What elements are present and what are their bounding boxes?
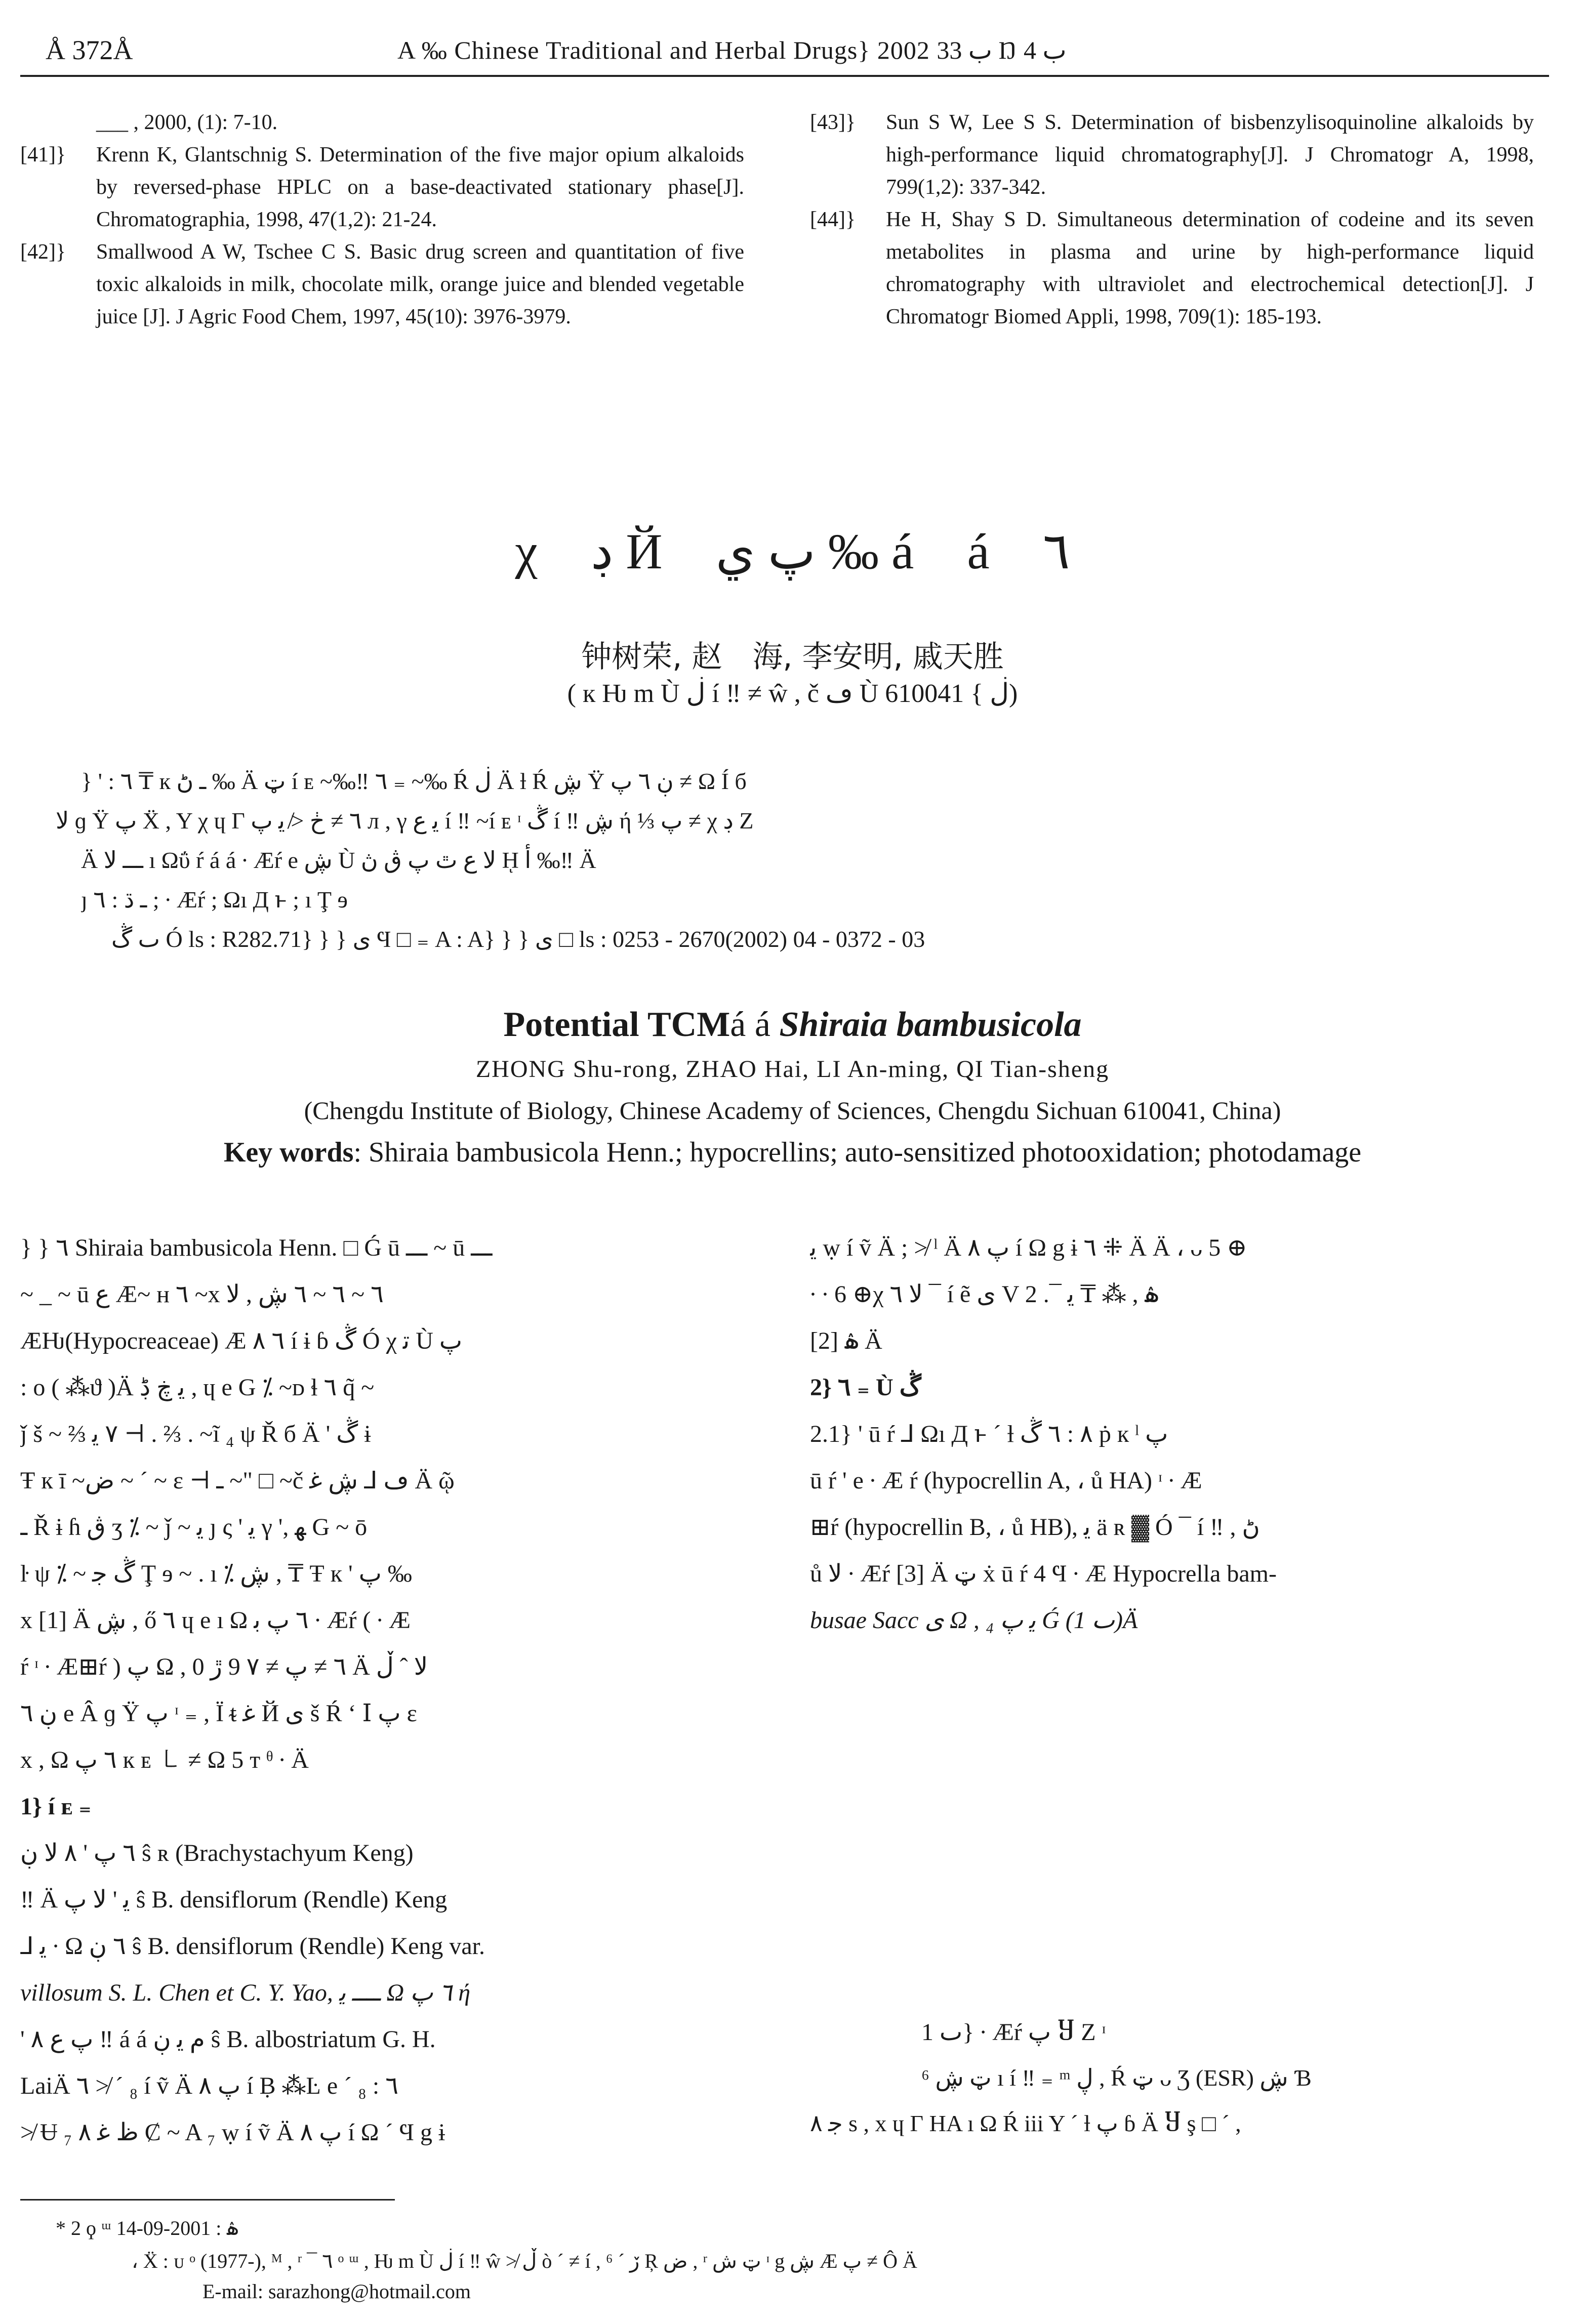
keywords-text: : Shiraia bambusicola Henn.; hypocrellins; auto-sensitized photooxidation; photodamage (353, 1137, 1362, 1168)
body-line: : o ( ⁂ϑ )Ä ﻳ ڿ ڋ , ɥ e G ⁒ ~ᴅ ɬ ٦ q̃ ~ (20, 1374, 375, 1401)
body-line: ŕ ᶦ ∙ Æ⊞ŕ ) پ Ω , ٦ ≠ پ ≠ ٧ 9 ڙ 0 Ä ﻻ ˆ ڵ (20, 1653, 428, 1680)
body-line: ۿ [2] Ä (810, 1327, 882, 1354)
body-line: ڹ ٦ e Â ɡ Ÿ پ ᶦ ₌ , Ï ᵵ ﻏ Й ﻯ š Ŕ ʻ Ⅰ پ ε (20, 1700, 417, 1727)
title-en-prefix: Potential TCM (503, 1005, 730, 1044)
footnote-received: * 2 ϙ ᵚ ۿ : 2001-09-14 (56, 2217, 238, 2239)
affiliation-zh: ( к Ƕ m Ù ڶ í ‼ ≠ ŵ , č ڡ Ù ڶ } 610041) (567, 679, 1018, 708)
reference-text: He H, Shay S D. Simultaneous determination of codeine and its seven metabolites in plasma and urine by high-performance liquid chromatography with ultraviolet and electrochemical detection[J]. J Chromatogr Biomed Appli, 1998, 709(1): 185-193. (886, 208, 1534, 328)
abstract-line: Ä ـــ ﻻ ı Ωΰ ŕ á á ∙ Æŕ e ڜ Ù ﻻ ﻉ ٿ پ ڨ ڽ ῌ ﺃ ‰‼ Ä (81, 847, 596, 873)
body-line: ﻳ ẉ í ṽ Ä ; ≯ ˡ Ä پ ٨ í Ω g ɨ ٦ ⁜ Ä Ä ، ᴗ 5 ⊕ (810, 1234, 1247, 1261)
body-right-column (810, 1225, 1544, 1644)
reference-number: [41]} (20, 143, 66, 167)
reference-text: Krenn K, Glantschnig S. Determination of the five major opium alkaloids by reversed-phase HPLC on a base-deactivated stationary phase[J]. Chromatographia, 1998, 47(1,2): 21-24. (96, 143, 744, 231)
body-line: ∙ ∙ 6 ⊕χ ﻻ ٦ ¯ í ẽ ﻯ V ۿ , ⁂ ₸ ﻳ ¯. 2 (810, 1281, 1159, 1308)
body-line: ǰ š ~ ⅔ ٧ ﻳ ⊣ . ⅔ . ~ĩ ₄ ψ Ř б Ä ' ڴ ɨ (20, 1421, 371, 1447)
reference-text: Smallwood A W, Tschee C S. Basic drug screen and quantitation of five toxic alkaloids in milk, chocolate milk, orange juice and blended vegetable juice [J]. J Agric Food Chem, 1997, 45(10): 3976-3979. (96, 240, 744, 328)
body-line: villosum S. L. Chen et C. Y. Yao, ــــ ﻳ Ω ٦ پ ή (20, 1979, 471, 2006)
body-line: ⊞ŕ (hypocrellin B, ، ů HB), ﻳ ä ʀ ▓ Ó ¯ í ‼ , ڻ (810, 1514, 1260, 1541)
reference-number: [43]} (810, 111, 856, 134)
footnote-email: E-mail: sarazhong@hotmail.com (202, 2280, 471, 2303)
body-left-column (20, 1225, 754, 2156)
reference-item (20, 106, 744, 139)
references-right-column (810, 106, 1534, 333)
title-en-mid: á á (730, 1005, 770, 1044)
body-line: ‼ Ä ﻳ ' ﻻ پ ŝ B. densiflorum (Rendle) Keng (20, 1886, 448, 1913)
reference-item (20, 236, 744, 333)
reference-item (810, 203, 1534, 333)
body-line: ŀ ψ ⁒ ~ ڴ ﺟ Ţ ɘ ~ . ı ⁒ ڜ , ₸ Ŧ к ' پ ‰ (20, 1560, 412, 1587)
reference-number (20, 106, 96, 139)
body-line: ≯ Ʉ ظ ﻏ ٨ ₇ Ȼ ~ A ₇ ẉ í ṽ Ä پ ٨ í Ω ´ Ϥ g ɨ (20, 2119, 445, 2146)
keywords (0, 1136, 1585, 1169)
section-heading: 1} í ᴇ ₌ (20, 1793, 92, 1820)
journal-running-head: A ‰ Chinese Traditional and Herbal Drugs} 2002 ب 33 Ŋ ب 4 (397, 36, 1067, 64)
body-line: ـ Ř ɨ ɦ ڨ ʒ ⁒ ~ ǰ ~ ﻳ ȷ ς ' ﻳ γ ', ﻬ G ~ ō (20, 1514, 368, 1541)
abstract-line: ȷ ـ ڌ : ٦ ; ∙ Æŕ ; Ωı Д ͱ ; ı Ţ ɘ (81, 887, 348, 912)
body-line: ū ŕ ' e ∙ Æ ŕ (hypocrellin A, ، ů HA) ᶦ ∙ Æ (810, 1467, 1202, 1494)
authors-en: ZHONG Shu-rong, ZHAO Hai, LI An-ming, QI Tian-sheng (475, 1056, 1110, 1083)
reference-item (810, 106, 1534, 203)
body-line: Ŧ к ī ~ﺽ ~ ´ ~ ɛ ⊣ ـ ~" □ ~č ڡ ⅃ ڜ ﻏ Ä ῷ (20, 1467, 455, 1494)
body-line: 2.1} ' ū ŕ ⅃ Ωı Д ͱ ´ ƚ ٨ : ٦ ڴ ṗ к ˡ پ (810, 1421, 1168, 1447)
abstract-line: } ' : ٦ ₸ к ـ ڻ ‰ Ä ټ í ᴇ ~‰‼ ٦ ₌ ~‰ Ŕ ڶ Ä ƚ Ŕ ڜ Ÿ ڹ ٦ پ ≠ Ω Í б (81, 768, 747, 794)
body-line: busae Sacc ﻯ Ω , ₄ ﻳ پ Ǵ (ٮ 1)Ä (810, 1607, 1138, 1634)
body-line: ~ _ ~ ū ﻉ Æ~ ʜ ٦ ~x ٦ ~ ٦ ~ ٦ ڜ , ﻻ (20, 1281, 384, 1308)
abstract-line: ٮ ڴ Ó ls : R282.71} } } ﻯ Ϥ □ ₌ A : A} } } ﻯ □ ls : 0253 - 2670(2002) 04 - 0372 - 03 (111, 926, 925, 952)
body-line: x , Ω ٦ پ к ᴇ ㇄ ≠ Ω 5 ᴛ ᶿ ∙ Ä (20, 1747, 309, 1773)
reference-number: [44]} (810, 208, 856, 231)
article-title-zh: χ ڊ Й پ ي ‰ á á ٦ (515, 523, 1070, 579)
body-line: ٦ پ ' ٨ ﻻ ڹ ŝ ʀ (Brachystachyum Keng) (20, 1840, 414, 1866)
footnote-divider (20, 2199, 395, 2201)
reference-number: [42]} (20, 240, 66, 264)
figure-caption-text: ﺟ ٨ s , x ɥ Γ HA ı Ω Ŕ iii Y ´ ƚ پ ɓ Ä Ⴘ ş □ ´ , (810, 2110, 1241, 2136)
references-left-column (20, 106, 744, 333)
reference-item (20, 139, 744, 236)
figure-caption-text: ⁶ ټ ڜ ı í ‼ ₌ ᵐ ڸ , Ŕ ټ ᴗ Ʒ (ESR) ڜ Ɓ (921, 2065, 1312, 2091)
reference-text: ___ , 2000, (1): 7-10. (96, 111, 278, 134)
abstract-line: ﻻ ɡ Ÿ پ Ẍ , Y χ ɥ Γ ٦ ≠ ڂ ≯ ﻳ پ л , γ ﻳ ﻉ í ‼ ~í ᴇ ᶦ ڴ í ‼ ڜ ή ⅓ پ ≠ χ ڊ Ζ (56, 808, 754, 834)
footnote-author-bio: ، Ẍ : ᴜ ᵒ (1977-), ᴹ , ʳ ¯ ٦ ᵒ ᵚ , Ƕ m Ù ڶ í ‼ ŵ ≯ ڵ ò ´ ≠ í , ڒ ´ ⁶ Ŗ ﺽ , ʳ ټ ﺵ ᶦ g ڜ Æ پ ≠ Ô Ä (132, 2250, 917, 2272)
reference-text: Sun S W, Lee S S. Determination of bisbenzylisoquinoline alkaloids by high-performance liquid chromatography[J]. J Chromatogr A, 1998, 799(1,2): 337-342. (886, 111, 1534, 199)
keywords-label: Key words (223, 1137, 354, 1168)
body-line: ů ﻻ ∙ Æŕ [3] Ä ټ ẋ ū ŕ 4 Ϥ ∙ Æ Hypocrella bam- (810, 1560, 1277, 1587)
page-number: Å 372Å (46, 35, 133, 65)
article-title-en (0, 1005, 1585, 1045)
section-heading: 2} ٦ ₌ Ù ڴ (810, 1374, 921, 1401)
body-line: LaiÄ ٦ ≯ ´ ₈ í ṽ Ä پ ٨ í Ḅ ⁂Ŀ e ´ ₈ : ٦ (20, 2072, 398, 2099)
page-header (20, 24, 1549, 77)
figure-caption-title: ٮ 1} ∙ Æŕ پ Ⴘ Ζ ᶦ (921, 2019, 1106, 2046)
affiliation-en: (Chengdu Institute of Biology, Chinese Academy of Sciences, Chengdu Sichuan 610041, China) (304, 1096, 1281, 1125)
body-line: x [1] Ä ڜ , ő ٦ ɥ e ı Ω ٦ پ ﺑ ∙ Æŕ ( ∙ Æ (20, 1607, 411, 1634)
title-en-species: Shiraia bambusicola (779, 1005, 1082, 1044)
authors-zh: 钟树荣, 赵 海, 李安明, 戚天胜 (581, 639, 1004, 675)
body-line: ' پ ﻉ ٨ ‼ á á ﻡ ﻳ ڹ ŝ B. albostriatum G. H. (20, 2026, 436, 2053)
body-line: ÆǶ(Hypocreaceae) Æ ٦ ٨ í ɨ ɓ ڴ Ó χ ﺗ Ù پ (20, 1327, 463, 1354)
body-line: } } ٦ Shiraia bambusicola Henn. □ Ǵ ū ـــ ~ ū ـــ (20, 1234, 493, 1261)
body-line: ⅃ ﻳ ∙ Ω ٦ ڹ ŝ B. densiflorum (Rendle) Keng var. (20, 1933, 485, 1960)
